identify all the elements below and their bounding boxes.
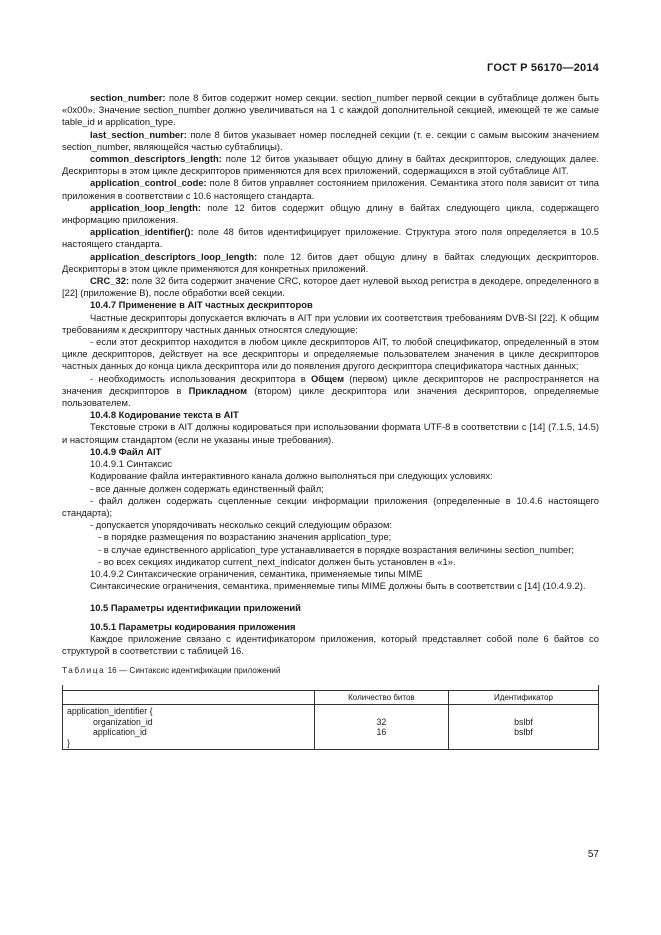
table-caption-text: 16 — Синтаксис идентификации приложений xyxy=(105,666,281,676)
paragraph: Кодирование файла интерактивного канала должно выполняться при следующих условиях: xyxy=(90,470,493,482)
list-item: - допускается упорядочивать несколько секций следующим образом: xyxy=(90,519,393,531)
list-item: - файл должен содержать сцепленные секции информации приложения (определенные в 10.4.6 настоящего стандарта); xyxy=(62,494,599,518)
paragraph: Каждое приложение связано с идентификатором приложения, который представляет собой поле 6 байтов со структурой в соответствии с таблицей 16. xyxy=(62,632,599,656)
term: last_section_number: xyxy=(90,128,187,140)
definition-text: поле 12 битов дает общую длину в байтах следующих дескрипторов. Дескрипторы в этом цикле применяются для конкретных приложений. xyxy=(62,250,599,274)
list-item: - все данные должен содержать единственный файл; xyxy=(90,482,324,494)
sub-list-item: - в порядке размещения по возрастанию значения application_type; xyxy=(98,531,392,543)
subsection-title-10-5-1: 10.5.1 Параметры кодирования приложения xyxy=(90,620,296,632)
table-caption-label: Таблица xyxy=(62,666,106,676)
subheading: 10.4.9.1 Синтаксис xyxy=(90,458,172,470)
heading-10-4-8: 10.4.8 Кодирование текста в AIT xyxy=(90,409,239,421)
definition-text: поле 12 битов содержит общую длину в байтах следующего цикла, содержащего информацию приложения. xyxy=(62,201,599,226)
definition-crc-32 xyxy=(62,275,599,299)
emphasis: Общем xyxy=(311,372,345,384)
bits-value: 16 xyxy=(376,727,387,738)
table-caption xyxy=(62,665,599,677)
paragraph: Текстовые строки в AIT должны кодироваться при использовании формата UTF-8 в соответствии с [14] (7.1.5, 14.5) и настоящим стандартом (если не указаны иные требования). xyxy=(62,421,599,445)
sub-list-text: - в случае единственного application_type устанавливается в порядке возрастания величины section_number; xyxy=(98,543,574,555)
term: application_control_code: xyxy=(90,177,207,189)
subheading: 10.4.9.2 Синтаксические ограничения, семантика, применяемые типы MIME xyxy=(90,567,423,579)
syntax-line: } xyxy=(67,737,70,748)
sub-list-item xyxy=(62,544,599,556)
mnemonic-value: bslbf xyxy=(514,716,533,727)
syntax-table xyxy=(62,685,599,750)
definition-section-number xyxy=(62,92,599,129)
term: application_descriptors_loop_length: xyxy=(90,250,258,262)
definition-text: поле 8 битов указывает номер последней секции (т. е. секции с самым высоким значением section_number, являющейся частью субтаблицы). xyxy=(62,128,599,152)
term: application_loop_length: xyxy=(90,201,201,213)
paragraph: Синтаксические ограничения, семантика, применяемые типы MIME должны быть в соответствии с [14] (10.4.9.2). xyxy=(90,580,586,592)
text-run: - необходимость использования дескриптора в xyxy=(90,372,311,384)
document-header: ГОСТ Р 56170—2014 xyxy=(487,62,599,74)
syntax-cell xyxy=(63,705,315,750)
definition-text: поле 12 битов указывает общую длину в байтах дескрипторов, следующих далее. Дескрипторы в этом цикле дескрипторов применяются для всех приложений, содержащихся в этой субтаблице AIT. xyxy=(62,153,599,177)
term: application_identifier(): xyxy=(90,226,194,238)
text-run: (первом) цикле дескрипторов не распространяется на значения дескрипторов в xyxy=(62,372,600,396)
emphasis: Прикладном xyxy=(188,384,248,396)
definition-last-section-number xyxy=(62,129,599,153)
definition-text: поле 8 битов содержит номер секции. section_number первой секции в субтаблице должен быть «0x00». Значение section_number должно увеличиваться на 1 с каждой дополнительной секцией, имеющей те же самые table_id и application_type. xyxy=(62,92,599,128)
header-identifier: Идентификатор xyxy=(448,691,598,705)
mnemonic-value: bslbf xyxy=(514,727,533,738)
list-item xyxy=(62,373,599,410)
syntax-line: application_identifier { xyxy=(67,706,153,717)
term: CRC_32: xyxy=(90,275,130,287)
table-header-row xyxy=(63,691,599,705)
bits-value: 32 xyxy=(376,716,387,727)
definition-application-loop-length xyxy=(62,202,599,226)
definition-text: поле 32 бита содержит значение CRC, которое дает нулевой выход регистра в декодере, определенного в [22] (приложение B), после обработки всей секции. xyxy=(62,275,599,299)
definition-text: поле 48 битов идентифицирует приложение. Структура этого поля определяется в 10.5 настоящего стандарта. xyxy=(62,226,599,250)
term: common_descriptors_length: xyxy=(90,153,222,165)
document-body xyxy=(62,92,599,750)
heading-10-4-7: 10.4.7 Применение в AIT частных дескрипторов xyxy=(90,299,313,311)
heading-10-4-9: 10.4.9 Файл AIT xyxy=(90,445,162,457)
definition-text: поле 8 битов управляет состоянием приложения. Семантика этого поля зависит от типа приложения в соответствии с 10.6 настоящего стандарта. xyxy=(62,177,599,201)
sub-list-item: - во всех секциях индикатор current_next_indicator должен быть установлен в «1». xyxy=(98,555,456,567)
definition-application-control-code xyxy=(62,177,599,201)
table-row xyxy=(63,705,599,750)
syntax-line: organization_id xyxy=(93,716,153,727)
definition-common-descriptors-length xyxy=(62,153,599,177)
header-bits: Количество битов xyxy=(314,691,448,705)
paragraph: Частные дескрипторы допускается включать в AIT при условии их соответствия требованиям DVB-SI [22]. К общим требованиям к дескриптору частных данных относятся следующие: xyxy=(62,311,599,335)
bits-cell xyxy=(314,705,448,750)
header-syntax xyxy=(63,691,315,705)
text-run: (втором) цикле дескриптора или значения дескрипторов, определяемые пользователем. xyxy=(62,384,599,409)
definition-application-descriptors-loop-length xyxy=(62,251,599,275)
identifier-cell xyxy=(448,705,598,750)
syntax-line: application_id xyxy=(93,727,147,738)
term: section_number: xyxy=(90,92,166,103)
list-item: - если этот дескриптор находится в любом цикле дескрипторов AIT, то любой спецификатор, определенный в этом цикле дескрипторов, действует на все дескрипторы и определяемые пользователем значения в цикле дескрипторов частных данных до конца цикла дескриптора или до появления другого дескриптора спецификатора частных данных; xyxy=(62,336,599,372)
definition-application-identifier xyxy=(62,226,599,250)
page-number: 57 xyxy=(587,849,599,860)
section-title-10-5: 10.5 Параметры идентификации приложений xyxy=(90,602,301,614)
